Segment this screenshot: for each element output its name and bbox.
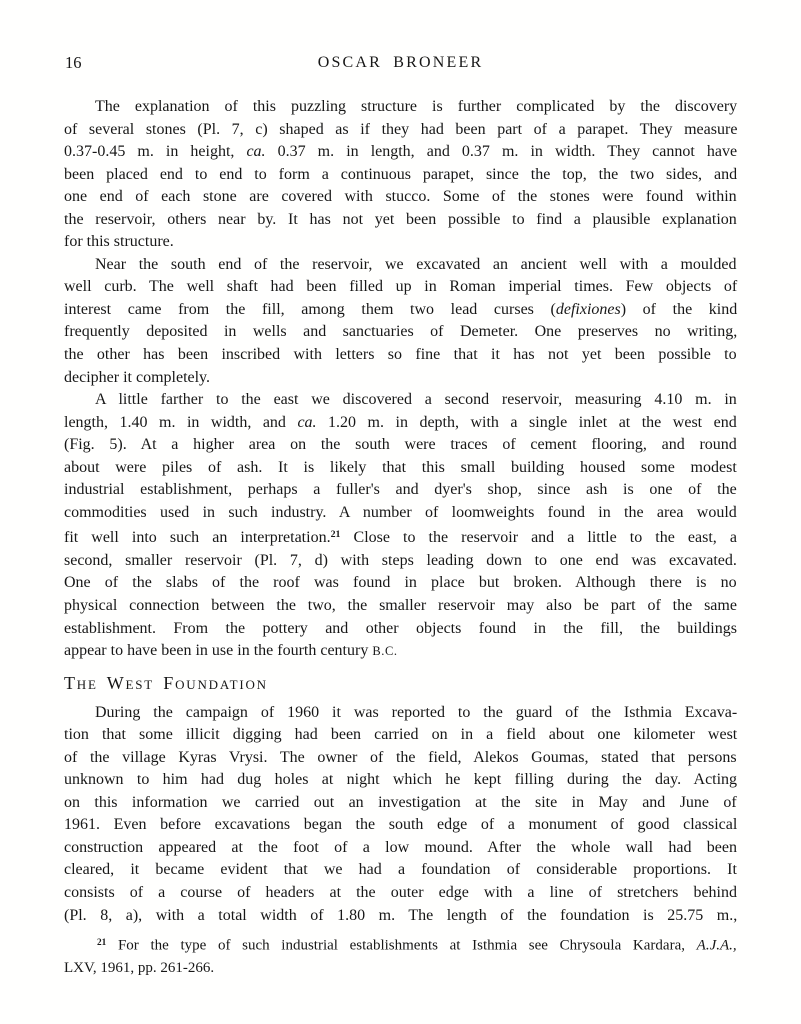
page-body	[64, 96, 737, 979]
text-line	[64, 572, 737, 595]
text-segment: industrial establishment, perhaps a fuller's and dyer's shop, since ash is one of the	[64, 481, 737, 499]
text-segment: A little farther to the east we discovered a second reservoir, measuring 4.10 m. in	[95, 391, 737, 409]
text-line	[64, 524, 737, 550]
footnote-line	[64, 932, 737, 957]
text-segment: For the type of such industrial establishments at Isthmia see Chrysoula Kardara,	[106, 937, 697, 954]
text-segment: 1.20 m. in depth, with a single inlet at the west end	[316, 413, 737, 431]
text-line	[64, 618, 737, 641]
text-segment: 1961. Even before excavations began the south edge of a monument of good classical	[64, 816, 738, 834]
text-segment: establishment. From the pottery and other objects found in the fill, the buildings	[64, 619, 737, 637]
text-line	[64, 209, 737, 232]
text-segment: Close to the reservoir and a little to the east, a	[340, 529, 737, 547]
text-segment: well curb. The well shaft had been filled up in Roman imperial times. Few objects of	[64, 278, 738, 296]
text-segment: about were piles of ash. It is likely that this small building housed some modest	[64, 458, 737, 476]
text-line	[64, 502, 737, 525]
text-segment: fit well into such an interpretation.	[64, 529, 331, 547]
page-header	[64, 53, 737, 75]
text-line	[64, 479, 737, 502]
text-line	[64, 299, 737, 322]
text-segment: tion that some illicit digging had been carried on in a field about one kilometer west	[64, 726, 738, 744]
text-segment: decipher it completely.	[64, 368, 211, 386]
text-segment: (Fig. 5). At a higher area on the south were traces of cement flooring, and round	[64, 436, 737, 454]
text-line	[64, 550, 737, 573]
italic-text: defixiones	[555, 300, 621, 318]
text-segment: One of the slabs of the roof was found in place but broken. Although there is no	[64, 574, 737, 592]
text-line	[64, 96, 737, 119]
text-line	[64, 344, 737, 367]
text-segment: LXV, 1961, pp. 261-266.	[64, 959, 215, 976]
text-segment: of several stones (Pl. 7, c) shaped as if they had been part of a parapet. They measure	[64, 120, 738, 138]
section-heading: The West Foundation	[64, 672, 268, 693]
italic-text: ca.	[297, 413, 317, 431]
footnote	[64, 932, 737, 979]
text-line	[64, 905, 737, 928]
text-line	[64, 837, 737, 860]
text-segment: been placed end to end to form a continuous parapet, since the top, the two sides, and	[64, 165, 738, 183]
text-segment: appear to have been in use in the fourth century	[64, 642, 373, 660]
text-segment: the other has been inscribed with letters so fine that it has not yet been possible to	[64, 346, 737, 364]
text-line	[64, 276, 737, 299]
text-line	[64, 186, 737, 209]
text-line	[64, 769, 737, 792]
text-line	[64, 595, 737, 618]
running-head: OSCAR BRONEER	[317, 54, 484, 71]
text-segment: on this information we carried out an investigation at the site in May and June of	[64, 793, 737, 811]
smallcaps-text: B.C.	[372, 644, 398, 659]
footnote-marker: 21	[330, 529, 341, 541]
text-segment: ) of the kind	[620, 300, 738, 318]
text-line	[64, 747, 737, 770]
text-segment: consists of a course of headers at the outer edge with a line of stretchers behind	[64, 884, 737, 901]
text-line	[64, 434, 737, 457]
text-line	[64, 389, 737, 412]
text-line	[64, 231, 737, 254]
text-line	[64, 321, 737, 344]
text-line	[64, 859, 737, 882]
text-segment: 0.37-0.45 m. in height,	[64, 143, 247, 161]
italic-text: A.J.A.,	[696, 937, 737, 954]
footnote-line	[64, 957, 737, 979]
text-line	[64, 254, 737, 277]
text-segment: for this structure.	[64, 233, 174, 251]
text-segment: unknown to him had dug holes at night which he kept filling during the day. Acting	[64, 771, 738, 789]
text-segment: The explanation of this puzzling structure is further complicated by the discovery	[95, 98, 738, 115]
text-segment: During the campaign of 1960 it was reported to the guard of the Isthmia Excava-	[95, 703, 738, 721]
text-line	[64, 457, 737, 480]
text-segment: Near the south end of the reservoir, we excavated an ancient well with a moulded	[95, 255, 737, 273]
text-line	[64, 367, 737, 390]
text-segment: construction appeared at the foot of a low mound. After the whole wall had been	[64, 838, 738, 856]
text-line	[64, 412, 737, 435]
text-segment: commodities used in such industry. A number of loomweights found in the area would	[64, 503, 737, 521]
page-number: 16	[65, 53, 82, 72]
text-segment: of the village Kyras Vrysi. The owner of the field, Alekos Goumas, stated that persons	[64, 748, 737, 766]
text-line	[64, 141, 737, 164]
text-line	[64, 119, 737, 142]
text-segment: (Pl. 8, a), with a total width of 1.80 m. The length of the foundation is 25.75 m.,	[64, 906, 738, 924]
text-segment: second, smaller reservoir (Pl. 7, d) with steps leading down to one end was excavated.	[64, 551, 737, 569]
text-segment: the reservoir, others near by. It has not yet been possible to find a plausible explanation	[64, 210, 737, 228]
text-segment: one end of each stone are covered with stucco. Some of the stones were found within	[64, 188, 737, 206]
text-line	[64, 164, 737, 187]
text-line	[64, 882, 737, 905]
italic-text: ca.	[246, 143, 266, 161]
text-line	[64, 702, 737, 725]
text-segment: cleared, it became evident that we had a foundation of considerable proportions. It	[64, 861, 737, 879]
text-segment: length, 1.40 m. in width, and	[64, 413, 298, 431]
text-segment: physical connection between the two, the smaller reservoir may also be part of the same	[64, 596, 737, 614]
text-segment: interest came from the fill, among them two lead curses (	[64, 300, 556, 318]
text-line	[64, 792, 737, 815]
footnote-marker: 21	[97, 938, 107, 949]
text-segment: frequently deposited in wells and sanctuaries of Demeter. One preserves no writing,	[64, 323, 738, 341]
text-line	[64, 640, 737, 663]
text-segment: 0.37 m. in length, and 0.37 m. in width. They cannot have	[265, 143, 738, 161]
text-line	[64, 814, 737, 837]
text-line	[64, 724, 737, 747]
